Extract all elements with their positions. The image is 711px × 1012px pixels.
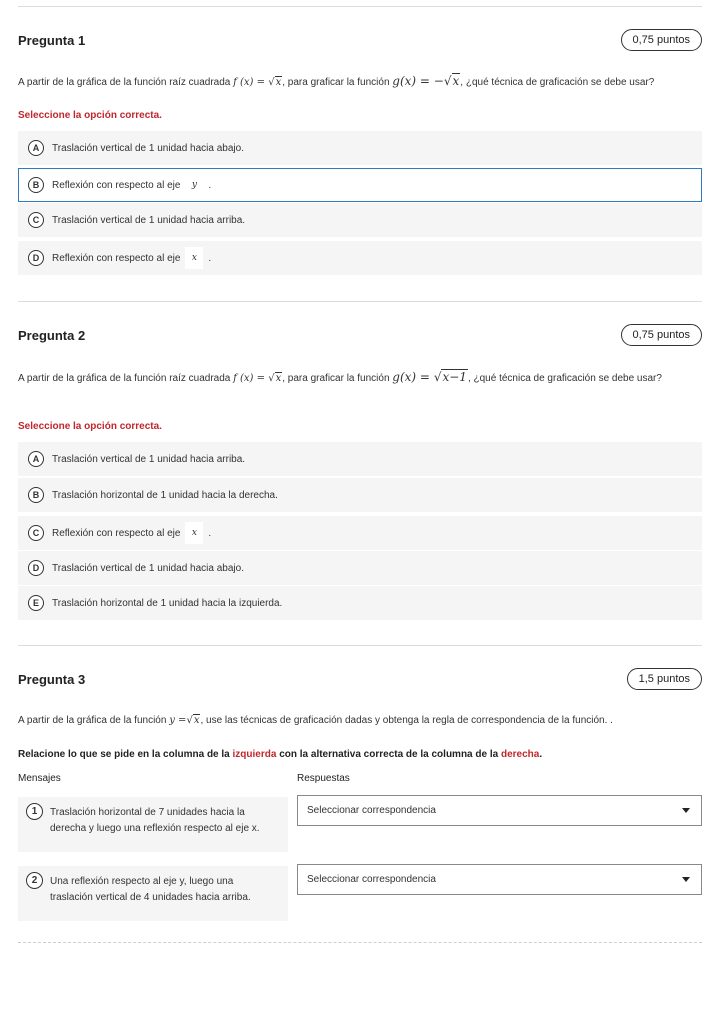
option-letter: C	[28, 525, 44, 541]
option-text: Reflexión con respecto al eje	[52, 179, 181, 191]
option-letter: A	[28, 140, 44, 156]
select-placeholder: Seleccionar correspondencia	[307, 874, 436, 885]
question-2-points-badge: 0,75 puntos	[621, 324, 703, 346]
option-text: Traslación vertical de 1 unidad hacia arriba.	[52, 453, 246, 465]
message-text: Una reflexión respecto al eje y, luego una traslación vertical de 4 unidades hacia arriba.	[50, 876, 251, 903]
question-1-points-badge: 0,75 puntos	[621, 29, 703, 51]
y-formula: y =√x	[169, 715, 200, 726]
question-1-option-b[interactable]	[18, 168, 702, 202]
f-formula: f (x) = √x	[233, 77, 282, 88]
separator	[18, 6, 702, 7]
axis-variable: y	[185, 174, 203, 196]
question-2-option-e[interactable]	[18, 586, 702, 620]
stem-text: , para graficar la función	[282, 77, 390, 88]
select-placeholder: Seleccionar correspondencia	[307, 805, 436, 816]
question-2-option-c[interactable]	[18, 516, 702, 550]
separator	[18, 645, 702, 646]
match-select-2[interactable]	[297, 864, 702, 895]
question-3-stem	[18, 712, 702, 729]
column-header-messages: Mensajes	[18, 773, 61, 784]
question-2-option-a[interactable]	[18, 442, 702, 476]
option-tail: .	[208, 252, 212, 264]
option-text: Traslación vertical de 1 unidad hacia arriba.	[52, 214, 246, 226]
option-letter: D	[28, 250, 44, 266]
match-message-2	[18, 866, 288, 921]
question-3-points-badge: 1,5 puntos	[627, 668, 702, 690]
question-3-title: Pregunta 3	[18, 672, 86, 687]
option-tail: .	[208, 527, 212, 539]
message-number: 1	[26, 803, 43, 820]
stem-text: , ¿qué técnica de graficación se debe usar?	[460, 77, 655, 88]
option-letter: B	[28, 177, 44, 193]
match-select-1[interactable]	[297, 795, 702, 826]
stem-text: A partir de la gráfica de la función	[18, 715, 167, 726]
question-1-option-c[interactable]	[18, 203, 702, 237]
option-letter: D	[28, 560, 44, 576]
question-2-option-d[interactable]	[18, 551, 702, 585]
stem-text: , para graficar la función	[282, 373, 390, 384]
f-formula: f (x) = √x	[233, 373, 282, 384]
option-text: Traslación horizontal de 1 unidad hacia la izquierda.	[52, 597, 283, 609]
match-message-1	[18, 797, 288, 852]
stem-text: A partir de la gráfica de la función raíz cuadrada	[18, 77, 231, 88]
option-text: Reflexión con respecto al eje	[52, 527, 181, 539]
question-2-stem	[18, 369, 702, 387]
g-formula: g(x) = −√x	[392, 74, 460, 88]
question-1-title: Pregunta 1	[18, 33, 86, 48]
option-tail: .	[208, 179, 212, 191]
option-letter: C	[28, 212, 44, 228]
separator	[18, 942, 702, 943]
message-number: 2	[26, 872, 43, 889]
question-3-instruction: Relacione lo que se pide en la columna de la izquierda con la alternativa correcta de la columna de la derecha.	[18, 749, 543, 760]
question-1-stem	[18, 73, 702, 91]
stem-text: A partir de la gráfica de la función raíz cuadrada	[18, 373, 231, 384]
column-header-answers: Respuestas	[297, 773, 350, 784]
option-text: Traslación vertical de 1 unidad hacia abajo.	[52, 562, 244, 574]
axis-variable: x	[185, 247, 203, 269]
chevron-down-icon	[682, 877, 690, 882]
axis-variable: x	[185, 522, 203, 544]
option-letter: E	[28, 595, 44, 611]
question-1-option-d[interactable]	[18, 241, 702, 275]
question-1-instruction: Seleccione la opción correcta.	[18, 110, 162, 121]
question-2-option-b[interactable]	[18, 478, 702, 512]
question-2-instruction: Seleccione la opción correcta.	[18, 421, 162, 432]
option-letter: B	[28, 487, 44, 503]
question-2-title: Pregunta 2	[18, 328, 86, 343]
option-text: Traslación horizontal de 1 unidad hacia la derecha.	[52, 489, 278, 501]
option-text: Traslación vertical de 1 unidad hacia abajo.	[52, 142, 244, 154]
message-text: Traslación horizontal de 7 unidades hacia la derecha y luego una reflexión respecto al eje x.	[50, 807, 260, 834]
chevron-down-icon	[682, 808, 690, 813]
g-formula: g(x) = √x−1	[392, 370, 467, 384]
stem-text: , ¿qué técnica de graficación se debe usar?	[467, 373, 662, 384]
question-1-option-a[interactable]	[18, 131, 702, 165]
separator	[18, 301, 702, 302]
option-text: Reflexión con respecto al eje	[52, 252, 181, 264]
stem-text: , use las técnicas de graficación dadas y obtenga la regla de correspondencia de la función. .	[200, 715, 613, 726]
option-letter: A	[28, 451, 44, 467]
